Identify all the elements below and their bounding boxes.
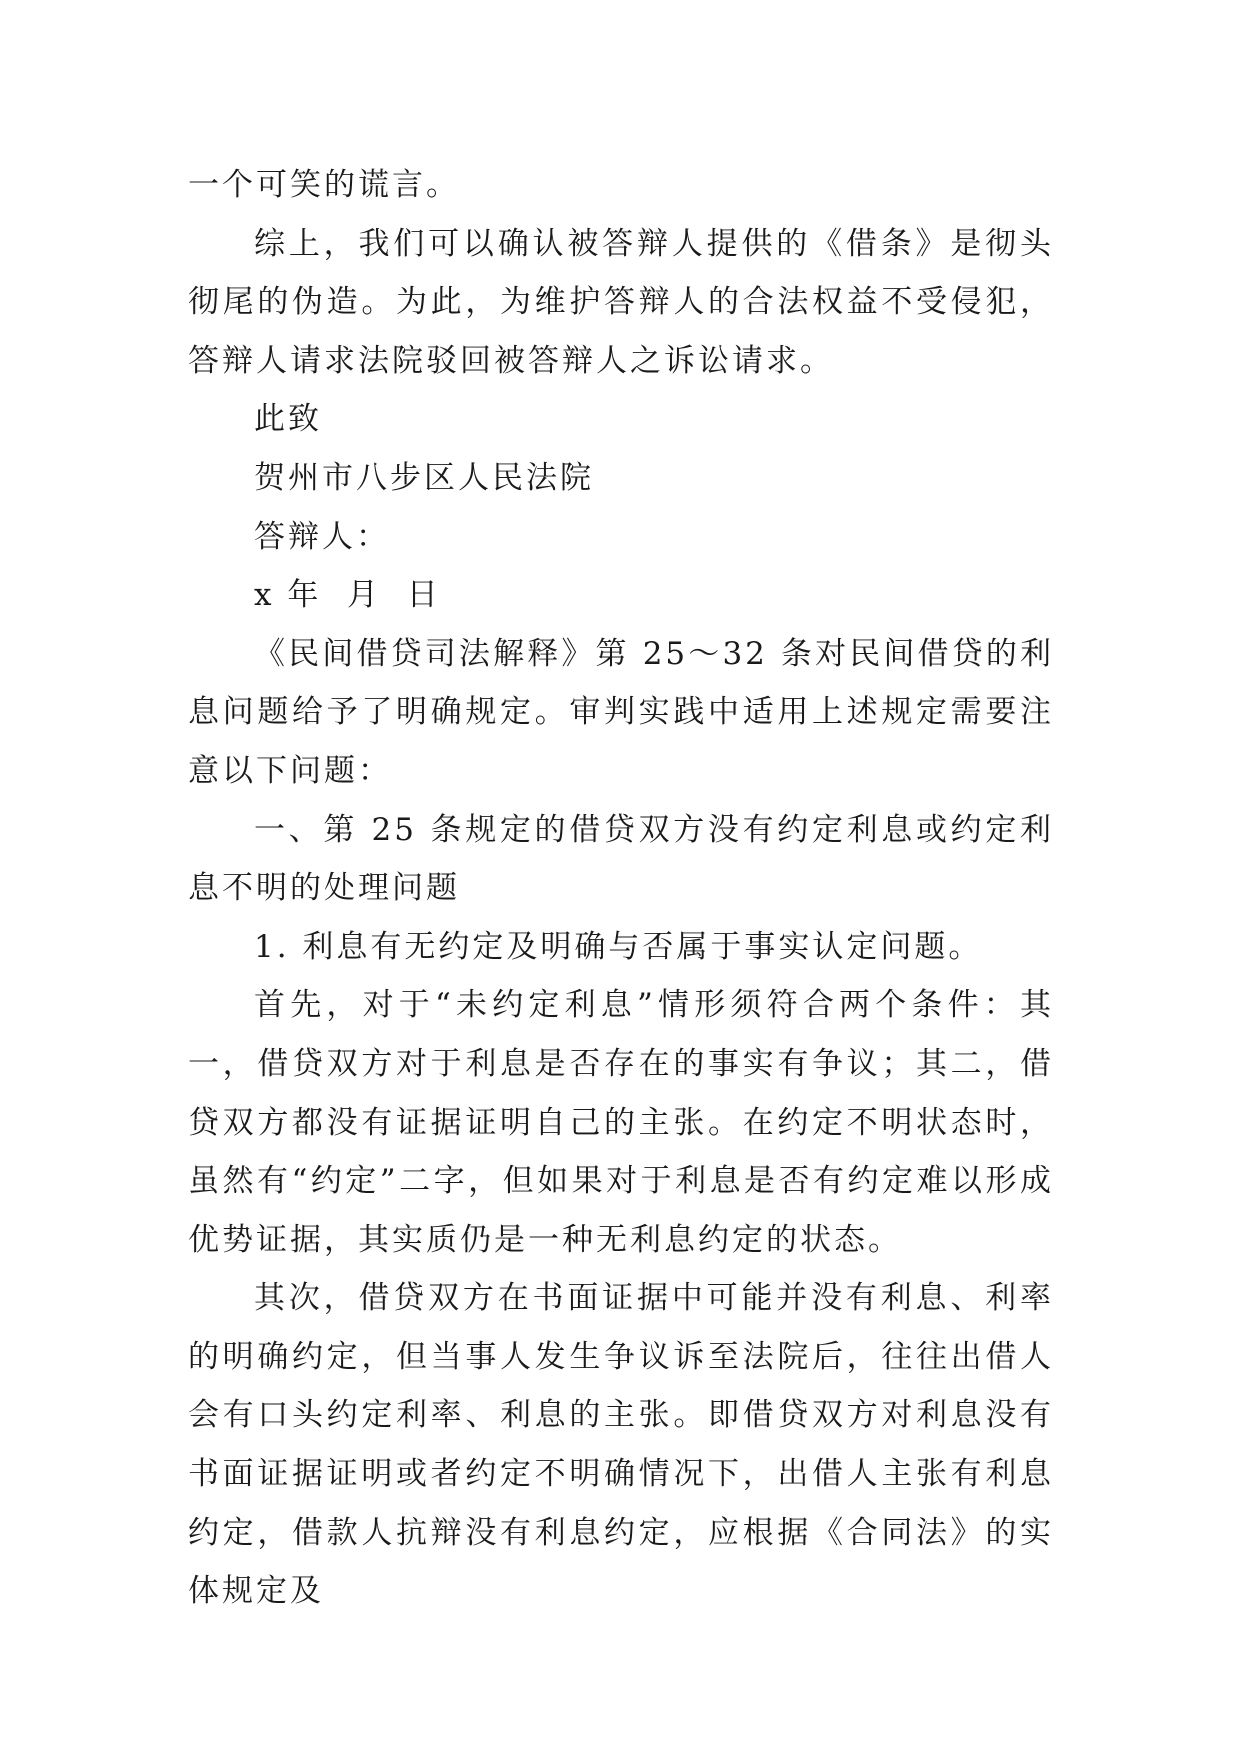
paragraph: 其次，借贷双方在书面证据中可能并没有利息、利率的明确约定，但当事人发生争议诉至法院后，往往出借人会有口头约定利率、利息的主张。即借贷双方对利息没有书面证据证明或者约定不明确情况下，出借人主张有利息约定，借款人抗辩没有利息约定，应根据《合同法》的实体规定及 [188,1280,1054,1610]
date-line: x 年 月 日 [254,577,441,614]
paragraph: 《民间借贷司法解释》第 25～32 条对民间借贷的利息问题给予了明确规定。审判实践中适用上述规定需要注意以下问题： [188,635,1054,789]
paragraph: 综上，我们可以确认被答辩人提供的《借条》是彻头彻尾的伪造。为此，为维护答辩人的合法权益不受侵犯，答辩人请求法院驳回被答辩人之诉讼请求。 [188,225,1054,379]
signatory: 答辩人： [254,518,390,555]
paragraph: 一个可笑的谎言。 [188,167,460,203]
subsection-heading: 1. 利息有无约定及明确与否属于事实认定问题。 [254,928,983,965]
salutation: 此致 [254,401,322,438]
section-heading: 一、第 25 条规定的借贷双方没有约定利息或约定利息不明的处理问题 [188,811,1054,907]
document-body [188,156,1054,1621]
paragraph: 首先，对于“未约定利息”情形须符合两个条件：其一，借贷双方对于利息是否存在的事实有争议；其二，借贷双方都没有证据证明自己的主张。在约定不明状态时，虽然有“约定”二字，但如果对于利息是否有约定难以形成优势证据，其实质仍是一种无利息约定的状态。 [188,987,1054,1258]
recipient-court: 贺州市八步区人民法院 [254,459,594,496]
